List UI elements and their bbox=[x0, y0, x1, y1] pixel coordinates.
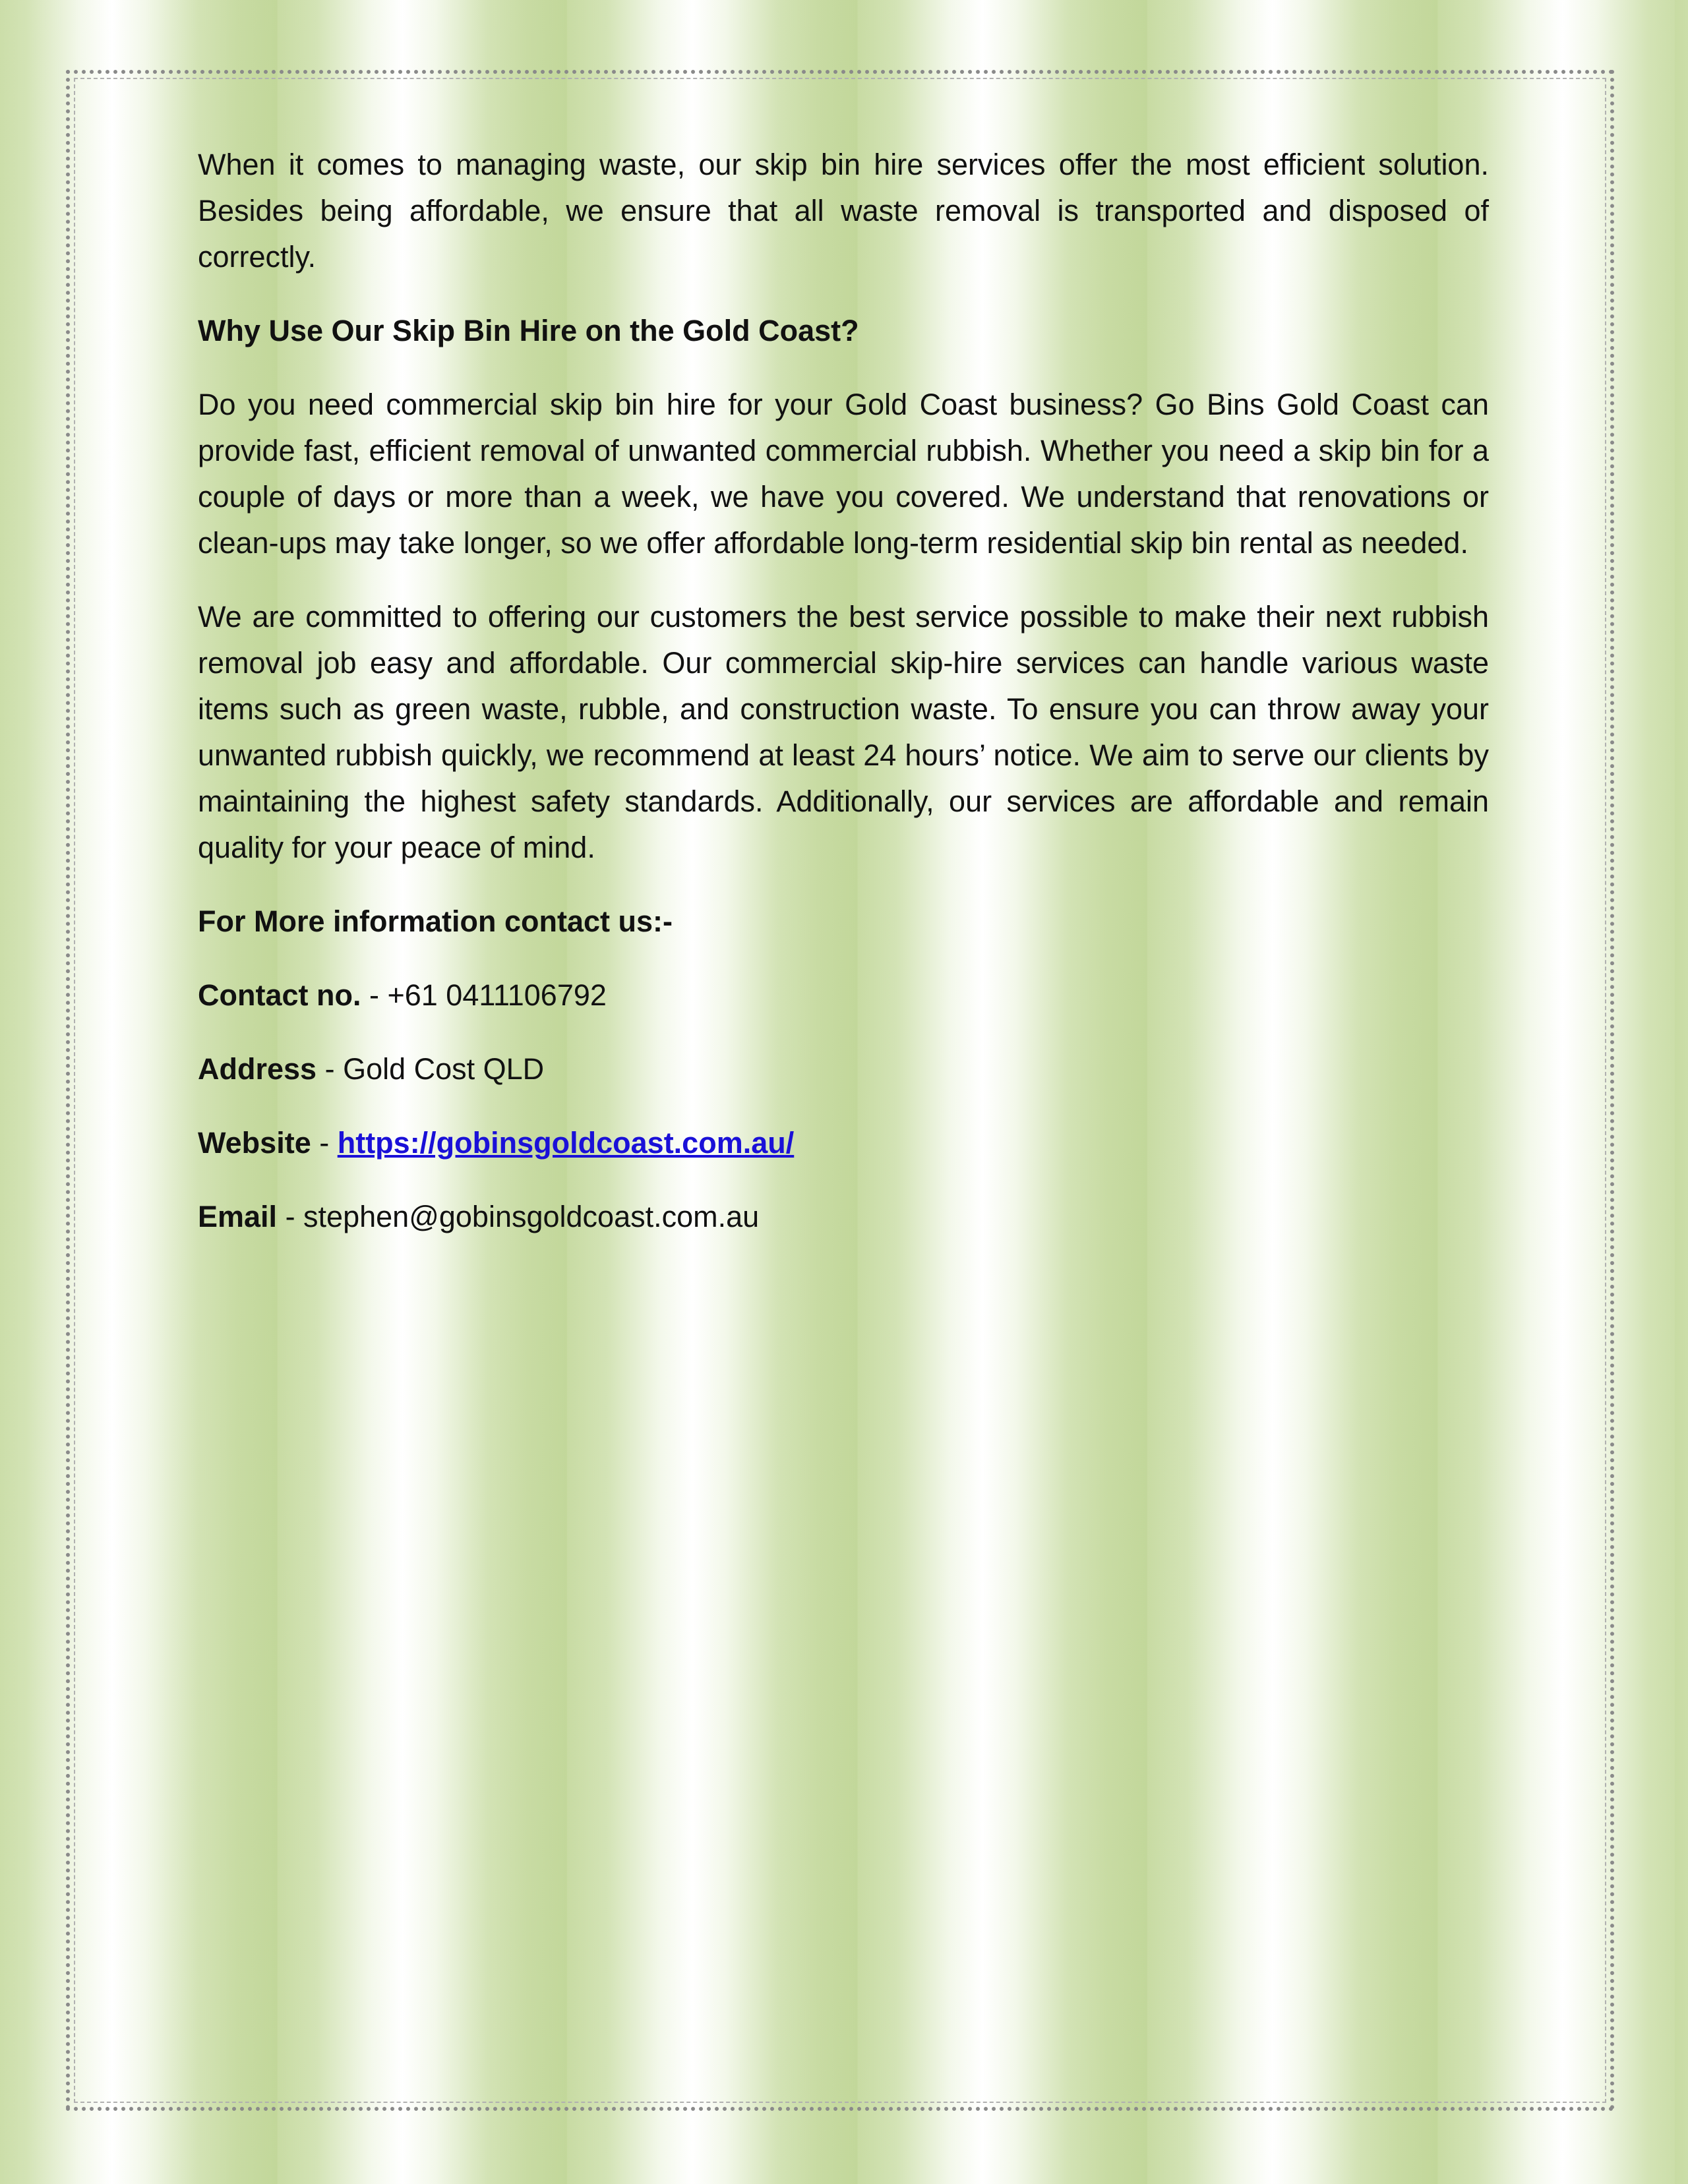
website-label: Website bbox=[198, 1126, 311, 1160]
phone-label: Contact no. bbox=[198, 978, 361, 1012]
phone-value: - +61 0411106792 bbox=[361, 978, 607, 1012]
commercial-hire-paragraph: Do you need commercial skip bin hire for your Gold Coast business? Go Bins Gold Coast can provide fast, efficient removal of unwanted commercial rubbish. Whether you need a skip bin for a couple of days or more than a week, we have you covered. We understand that renovations or clean-ups may take longer, so we offer affordable long-term residential skip bin rental as needed. bbox=[198, 388, 1489, 560]
website-link[interactable]: https://gobinsgoldcoast.com.au/ bbox=[337, 1126, 795, 1160]
intro-paragraph: When it comes to managing waste, our skip bin hire services offer the most efficient solution. Besides being affordable, we ensure that all waste removal is transported and disposed of correctly. bbox=[198, 148, 1489, 274]
email-label: Email bbox=[198, 1200, 278, 1233]
contact-address-line bbox=[198, 1046, 1489, 1092]
section-heading: Why Use Our Skip Bin Hire on the Gold Coast? bbox=[198, 314, 859, 347]
address-value: - Gold Cost QLD bbox=[316, 1052, 545, 1086]
address-label: Address bbox=[198, 1052, 317, 1086]
document-body bbox=[198, 142, 1489, 1268]
contact-email-line bbox=[198, 1194, 1489, 1240]
contact-heading: For More information contact us:- bbox=[198, 904, 673, 938]
contact-website-line bbox=[198, 1120, 1489, 1166]
website-separator: - bbox=[311, 1126, 338, 1160]
contact-phone-line bbox=[198, 972, 1489, 1018]
commitment-paragraph: We are committed to offering our customers the best service possible to make their next rubbish removal job easy and affordable. Our commercial skip-hire services can handle various waste items such as green waste, rubble, and construction waste. To ensure you can throw away your unwanted rubbish quickly, we recommend at least 24 hours’ notice. We aim to serve our clients by maintaining the highest safety standards. Additionally, our services are affordable and remain quality for your peace of mind. bbox=[198, 600, 1489, 864]
email-value: - stephen@gobinsgoldcoast.com.au bbox=[277, 1200, 760, 1233]
